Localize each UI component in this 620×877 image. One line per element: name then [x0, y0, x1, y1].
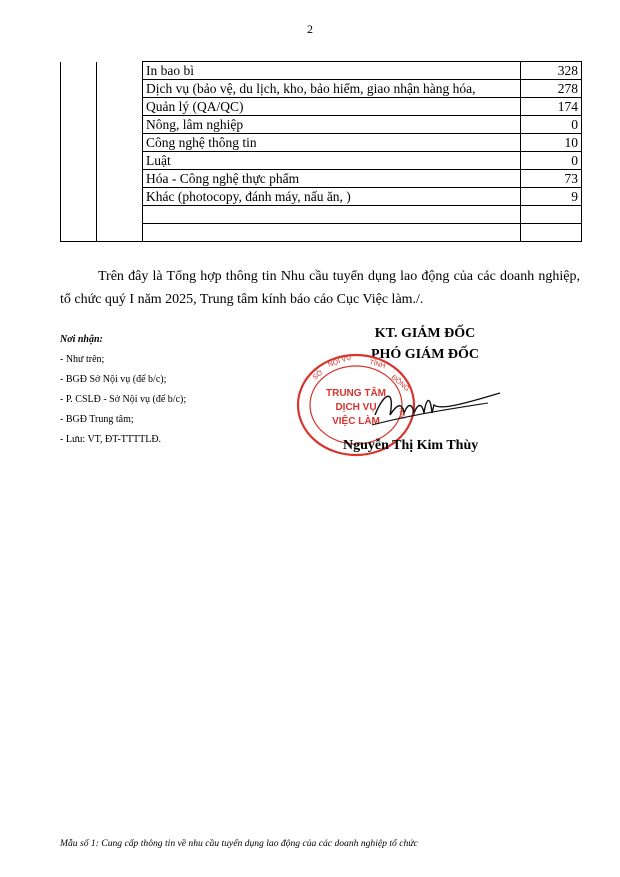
table-cell-stt: [61, 206, 97, 224]
table-cell-value: [521, 224, 582, 242]
svg-text:VIỆC LÀM: VIỆC LÀM: [332, 416, 380, 427]
svg-text:SỞ: SỞ: [311, 369, 325, 382]
recipient-item: - Như trên;: [60, 354, 105, 365]
table-cell-group: [97, 116, 143, 134]
footer-note: Mẫu số 1: Cung cấp thông tin về nhu cầu tuyển dụng lao động của các doanh nghiệp tổ chức: [60, 838, 418, 849]
table-cell-group: [97, 62, 143, 80]
table-cell-value: 0: [521, 152, 582, 170]
table-cell-stt: [61, 62, 97, 80]
table-cell-stt: [61, 188, 97, 206]
recipients-block: [60, 330, 186, 450]
signer-name: Nguyễn Thị Kim Thùy: [343, 438, 479, 453]
table-cell-group: [97, 224, 143, 242]
table-cell-value: 328: [521, 62, 582, 80]
table-cell-sector: [143, 224, 521, 242]
table-cell-value: 9: [521, 188, 582, 206]
table-row: [61, 188, 582, 206]
svg-text:NỘI VỤ: NỘI VỤ: [327, 354, 353, 369]
recipient-item: - BGĐ Trung tâm;: [60, 414, 134, 425]
table-cell-value: 73: [521, 170, 582, 188]
recipient-item: - P. CSLĐ - Sở Nội vụ (để b/c);: [60, 394, 187, 405]
table-cell-stt: [61, 98, 97, 116]
table-row: [61, 80, 582, 98]
table-cell-sector: Công nghệ thông tin: [143, 134, 521, 152]
table-cell-stt: [61, 152, 97, 170]
table-cell-value: [521, 206, 582, 224]
table-cell-stt: [61, 80, 97, 98]
demand-table: [60, 61, 582, 242]
signature-title-line2: PHÓ GIÁM ĐỐC: [370, 347, 480, 362]
table-cell-sector: Hóa - Công nghệ thực phẩm: [143, 170, 521, 188]
table-cell-sector: Khác (photocopy, đánh máy, nấu ăn, ): [143, 188, 521, 206]
recipients-title: Nơi nhận:: [60, 334, 103, 345]
table-cell-stt: [61, 224, 97, 242]
recipient-item: - Lưu: VT, ĐT-TTTTLĐ.: [60, 434, 162, 445]
signature-title-line1: KT. GIÁM ĐỐC: [374, 326, 476, 341]
table-cell-stt: [61, 116, 97, 134]
page-number: 2: [307, 22, 313, 36]
table-cell-value: 0: [521, 116, 582, 134]
table-cell-stt: [61, 170, 97, 188]
report-paragraph: [60, 265, 580, 311]
table-cell-group: [97, 206, 143, 224]
svg-text:TRUNG TÂM: TRUNG TÂM: [326, 388, 386, 399]
recipient-item: - BGĐ Sở Nội vụ (để b/c);: [60, 374, 167, 385]
table-cell-group: [97, 170, 143, 188]
table-cell-group: [97, 188, 143, 206]
table-cell-sector: In bao bì: [143, 62, 521, 80]
table-cell-group: [97, 98, 143, 116]
svg-text:ĐỒNG: ĐỒNG: [389, 374, 411, 394]
table-cell-stt: [61, 134, 97, 152]
table-cell-sector: [143, 206, 521, 224]
svg-text:TỈNH: TỈNH: [368, 359, 387, 371]
table-row: [61, 134, 582, 152]
table-cell-value: 174: [521, 98, 582, 116]
table-cell-value: 10: [521, 134, 582, 152]
table-row: [61, 116, 582, 134]
table-cell-sector: Nông, lâm nghiệp: [143, 116, 521, 134]
svg-text:DỊCH VỤ: DỊCH VỤ: [335, 402, 377, 413]
handwritten-signature: [370, 385, 505, 430]
table-row: [61, 98, 582, 116]
table-row: [61, 224, 582, 242]
table-row: [61, 170, 582, 188]
table-cell-sector: Quản lý (QA/QC): [143, 98, 521, 116]
table-row: [61, 152, 582, 170]
table-cell-sector: Luật: [143, 152, 521, 170]
report-text: Trên đây là Tổng hợp thông tin Nhu cầu tuyển dụng lao động của các doanh nghiệp, tổ chức quý I năm 2025, Trung tâm kính báo cáo Cục Việc làm./.: [60, 269, 580, 307]
table-cell-group: [97, 80, 143, 98]
table-cell-group: [97, 134, 143, 152]
table-cell-sector: Dịch vụ (bảo vệ, du lịch, kho, bảo hiểm, giao nhận hàng hóa,: [143, 80, 521, 98]
table-cell-value: 278: [521, 80, 582, 98]
table-row: [61, 62, 582, 80]
table-cell-group: [97, 152, 143, 170]
table-row: [61, 206, 582, 224]
svg-text:NAI: NAI: [397, 407, 406, 420]
